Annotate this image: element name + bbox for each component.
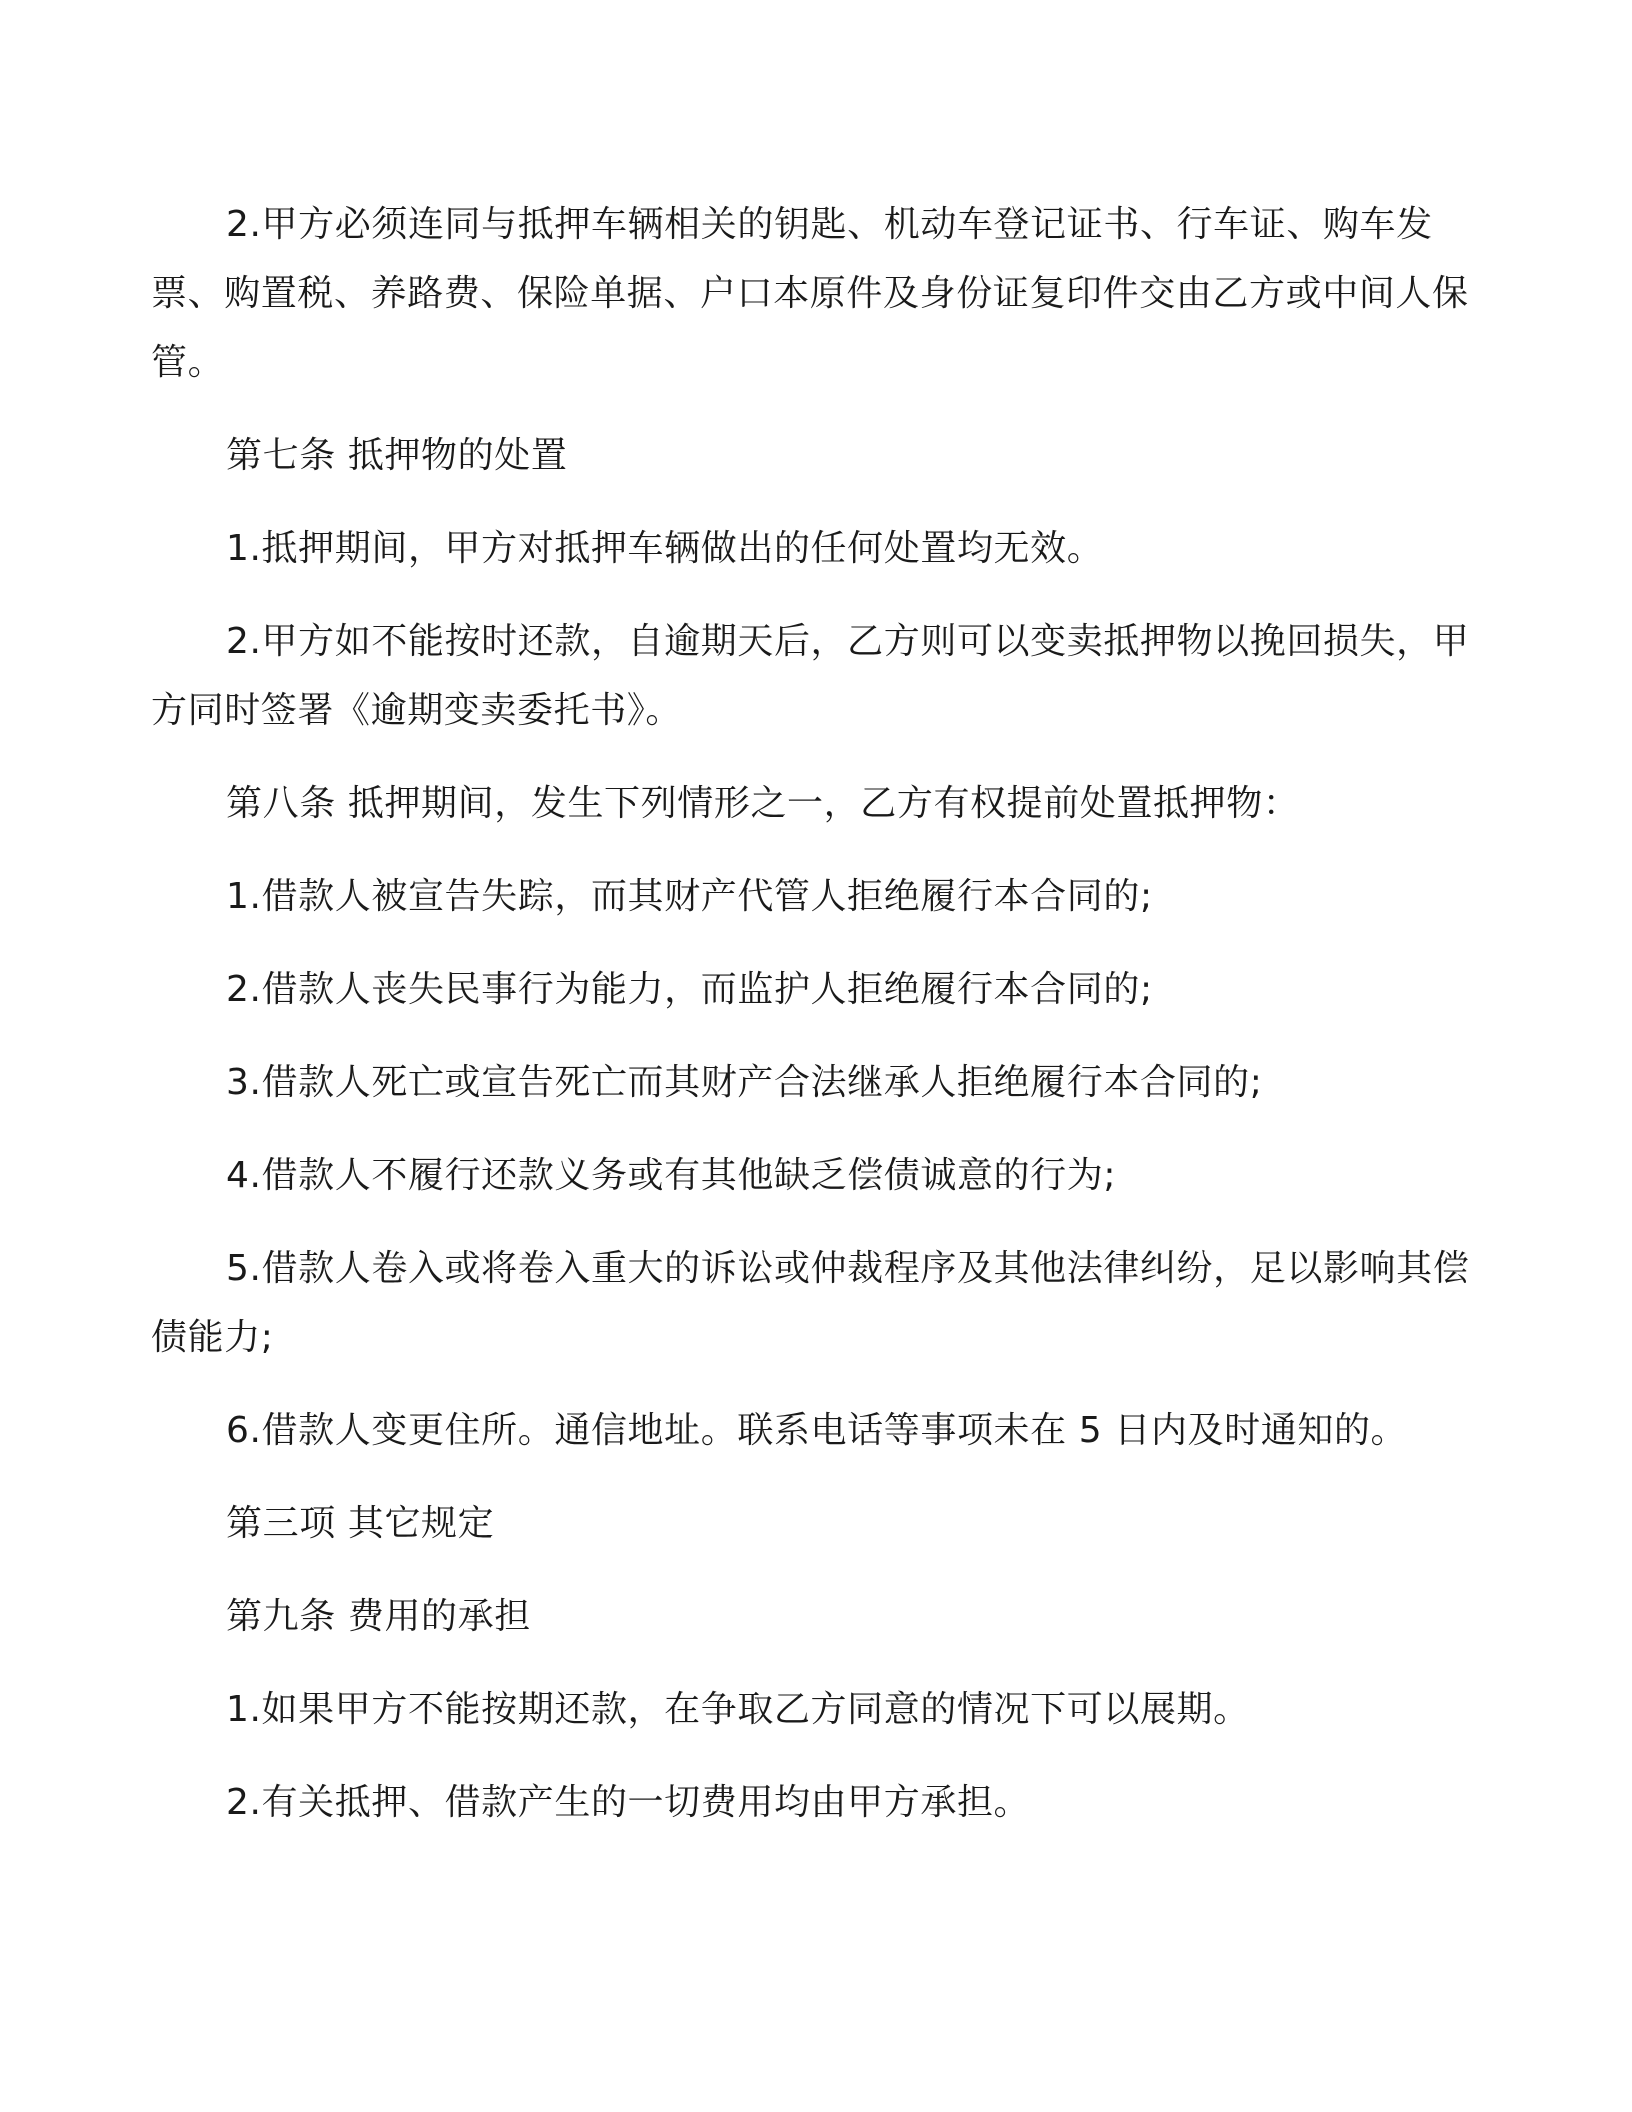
section-3-heading: 第三项 其它规定 (226, 1503, 495, 1544)
article-8-item-6: 6.借款人变更住所。通信地址。联系电话等事项未在 5 日内及时通知的。 (226, 1410, 1408, 1451)
article-7-heading: 第七条 抵押物的处置 (226, 435, 568, 476)
article-9-heading: 第九条 费用的承担 (226, 1596, 531, 1637)
article-7-item-2: 2.甲方如不能按时还款，自逾期天后，乙方则可以变卖抵押物以挽回损失，甲方同时签署《逾期变卖委托书》。 (151, 621, 1470, 731)
article-9-item-2: 2.有关抵押、借款产生的一切费用均由甲方承担。 (226, 1782, 1031, 1823)
article-9-item-1: 1.如果甲方不能按期还款，在争取乙方同意的情况下可以展期。 (226, 1689, 1250, 1730)
article-8-item-1: 1.借款人被宣告失踪，而其财产代管人拒绝履行本合同的; (226, 876, 1153, 917)
article-8-item-3: 3.借款人死亡或宣告死亡而其财产合法继承人拒绝履行本合同的; (226, 1062, 1263, 1103)
article-8-item-5: 5.借款人卷入或将卷入重大的诉讼或仲裁程序及其他法律纠纷，足以影响其偿债能力; (151, 1248, 1470, 1358)
document-body (151, 190, 1481, 1837)
article-8-item-2: 2.借款人丧失民事行为能力，而监护人拒绝履行本合同的; (226, 969, 1153, 1010)
article-8-heading: 第八条 抵押期间，发生下列情形之一，乙方有权提前处置抵押物： (226, 783, 1300, 824)
clause-6-item-2: 2.甲方必须连同与抵押车辆相关的钥匙、机动车登记证书、行车证、购车发票、购置税、养路费、保险单据、户口本原件及身份证复印件交由乙方或中间人保管。 (151, 204, 1469, 383)
article-8-item-4: 4.借款人不履行还款义务或有其他缺乏偿债诚意的行为; (226, 1155, 1117, 1196)
article-7-item-1: 1.抵押期间，甲方对抵押车辆做出的任何处置均无效。 (226, 528, 1104, 569)
